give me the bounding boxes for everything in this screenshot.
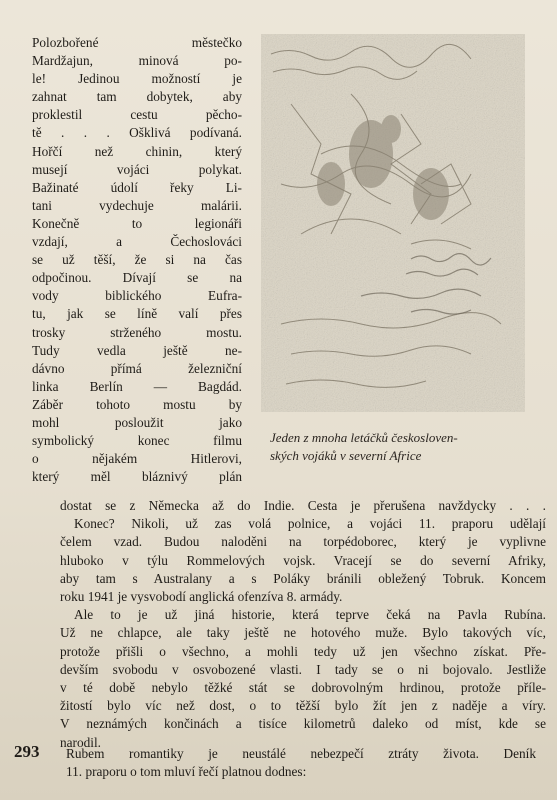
page-number: 293: [14, 742, 40, 761]
left-column-line: tani vydechuje malárii.: [32, 197, 242, 213]
body-line: hluboko v týlu Rommelových vojsk. Vracejí se do severní Afriky,: [60, 552, 546, 568]
body-line: protože přišli o všechno, a mohli tedy už jen všechno získat. Pře-: [60, 643, 546, 659]
body-line: narodil.: [60, 734, 101, 750]
body-line: Konec? Nikoli, už zas volá polnice, a vojáci 11. praporu udělají: [74, 516, 546, 532]
body-line: aby tam s Australany a s Poláky bránili obležený Tobruk. Koncem: [60, 570, 546, 586]
left-column-line: tu, jak se líně valí přes: [32, 306, 242, 322]
left-column-line: vody biblického Eufra-: [32, 288, 242, 304]
left-column-line: Polozbořené městečko: [32, 35, 242, 50]
body-line: devším svobodu v osvobozené vlasti. I tady se o ni bojovalo. Jestliže: [60, 661, 546, 677]
left-column-line: trosky strženého mostu.: [32, 324, 242, 340]
left-column-line: který měl bláznivý plán: [32, 469, 242, 485]
left-column-line: proklestil cestu pěcho-: [32, 107, 242, 123]
left-column-line: Tudy vedla ještě ne-: [32, 342, 242, 358]
left-column-line: Konečně to legionáři: [32, 215, 242, 231]
body-line: Ale to je už jiná historie, která teprve čeká na Pavla Rubína.: [74, 607, 546, 623]
body-line: dostat se z Německa až do Indie. Cesta je přerušena navždycky . . .: [60, 498, 546, 513]
body-line: žitostí bylo víc než dost, o to těžší bylo žít jen z naděje a víry.: [60, 698, 546, 714]
main-body-text: [60, 497, 546, 752]
body-line: čelem vzad. Budou naloděni na torpédoborec, který je vyplivne: [60, 534, 546, 550]
photo-caption: [270, 429, 530, 465]
leaflet-photo: [261, 34, 525, 412]
body-line: V neznámých končinách a tisíce kilometrů daleko od míst, kde se: [60, 716, 546, 732]
footer-line: Rubem romantiky je neustálé nebezpečí ztráty života. Deník: [66, 746, 536, 761]
left-column-line: symbolický konec filmu: [32, 433, 242, 449]
left-column-line: Hořčí než chinin, který: [32, 143, 242, 159]
left-column-line: le! Jedinou možností je: [32, 71, 242, 87]
caption-line: ských vojáků v severní Africe: [270, 448, 422, 463]
caption-line: Jeden z mnoha letáčků českosloven-: [270, 430, 458, 445]
left-column-line: Záběr tohoto mostu by: [32, 396, 242, 412]
left-column-line: Bažinaté údolí řeky Li-: [32, 179, 242, 195]
left-column-line: zahnat tam dobytek, aby: [32, 89, 242, 105]
left-column-line: o nějakém Hitlerovi,: [32, 451, 242, 467]
left-column-line: musejí vojáci polykat.: [32, 161, 242, 177]
left-column-line: mohl posloužit jako: [32, 414, 242, 430]
footer-text: [66, 745, 536, 781]
left-column-line: linka Berlín — Bagdád.: [32, 378, 242, 394]
footer-line: 11. praporu o tom mluví řečí platnou dodnes:: [66, 764, 307, 779]
body-line: Už ne chlapce, ale taky ještě ne hotového muže. Bylo takových víc,: [60, 625, 546, 641]
left-column-line: vzdají, a Čechoslováci: [32, 234, 242, 250]
left-column-line: Mardžajun, minová po-: [32, 53, 242, 69]
left-column-line: dávno přímá železniční: [32, 360, 242, 376]
leaflet-image-icon: [261, 34, 525, 412]
left-column-text: [32, 34, 242, 486]
body-line: v té době nebylo těžké stát se dobrovolným hrdinou, protože příle-: [60, 680, 546, 696]
body-line: roku 1941 je vysvobodí anglická ofenzíva 8. armády.: [60, 589, 343, 605]
left-column-line: se už těší, že si na čas: [32, 252, 242, 268]
left-column-line: odpočinou. Dívají se na: [32, 270, 242, 286]
left-column-line: tě . . . Ošklivá podívaná.: [32, 125, 242, 141]
